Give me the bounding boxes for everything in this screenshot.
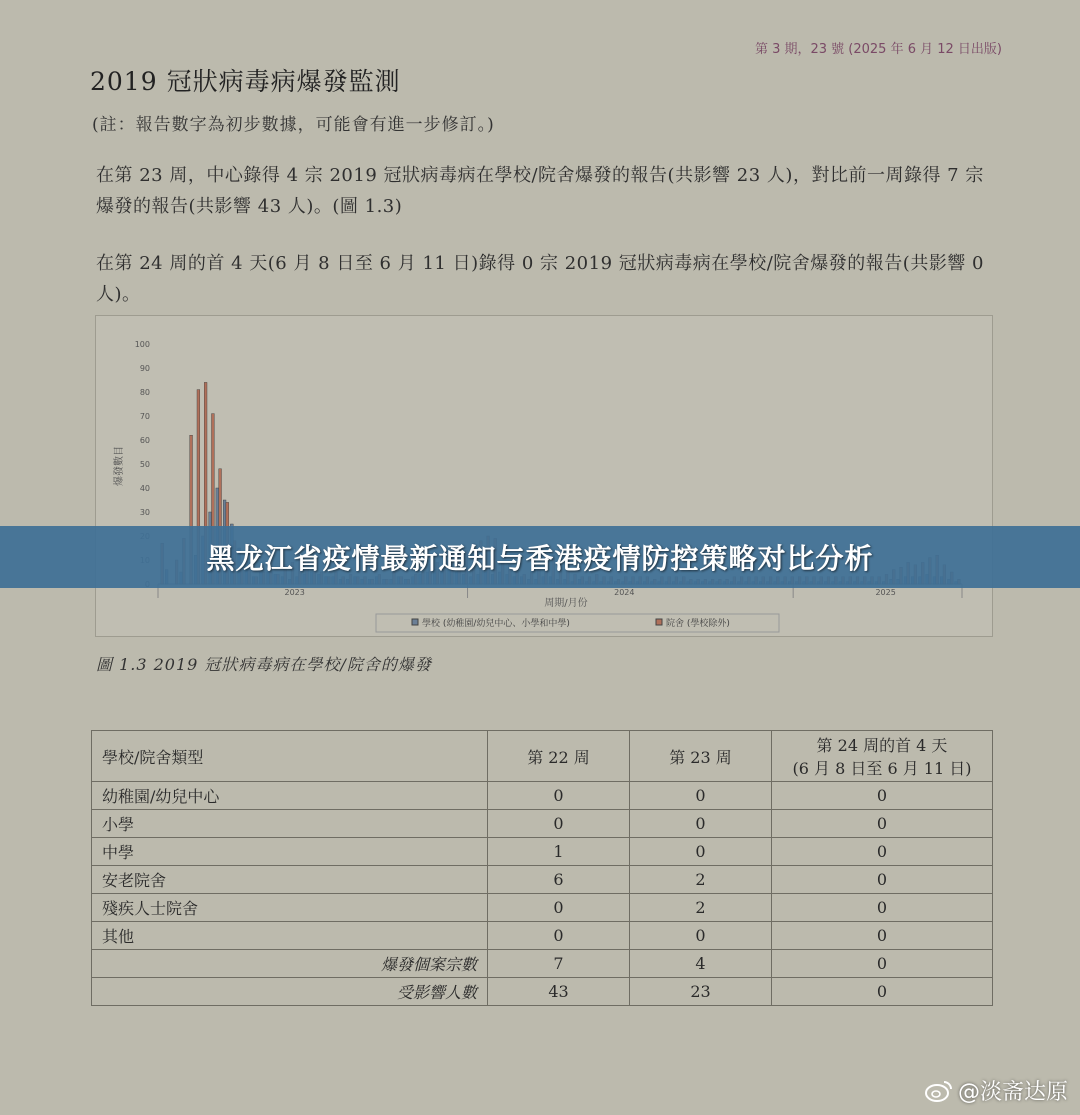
x-axis-label: 周期/月份 xyxy=(544,598,588,609)
cell-w22: 43 xyxy=(488,978,630,1006)
y-tick-label: 50 xyxy=(139,460,150,469)
y-tick-label: 70 xyxy=(139,412,150,421)
cell-w22: 6 xyxy=(488,866,630,894)
cell-w24: 0 xyxy=(772,782,993,810)
table-total-row xyxy=(92,950,993,978)
cell-w23: 2 xyxy=(630,866,772,894)
banner-text: 黑龙江省疫情最新通知与香港疫情防控策略对比分析 xyxy=(206,542,874,575)
y-tick-label: 40 xyxy=(139,484,150,493)
figure-caption: 圖 1.3 2019 冠狀病毒病在學校/院舍的爆發 xyxy=(96,655,432,674)
year-label: 2024 xyxy=(614,588,635,597)
legend-swatch-school xyxy=(412,619,418,625)
chart-legend xyxy=(376,614,779,632)
header-week24: 第 24 周的首 4 天 (6 月 8 日至 6 月 11 日) xyxy=(772,731,993,782)
cell-w24: 0 xyxy=(772,866,993,894)
cell-w24: 0 xyxy=(772,978,993,1006)
issue-info: 第 3 期，23 號 (2025 年 6 月 12 日出版) xyxy=(754,42,1002,57)
cell-w24: 0 xyxy=(772,950,993,978)
cell-label: 其他 xyxy=(92,922,488,950)
header-week22: 第 22 周 xyxy=(488,731,630,782)
year-label: 2023 xyxy=(284,588,305,597)
table-row xyxy=(92,894,993,922)
cell-w24: 0 xyxy=(772,894,993,922)
cell-label: 安老院舍 xyxy=(92,866,488,894)
watermark-text: @淡斋达原 xyxy=(957,1080,1068,1105)
y-tick-label: 60 xyxy=(139,436,150,445)
y-tick-label: 80 xyxy=(139,388,150,397)
weibo-icon xyxy=(924,1079,954,1103)
cell-label: 受影響人數 xyxy=(92,978,488,1006)
table-total-row xyxy=(92,978,993,1006)
cell-label: 幼稚園/幼兒中心 xyxy=(92,782,488,810)
title-banner xyxy=(0,526,1080,588)
cell-w23: 2 xyxy=(630,894,772,922)
watermark xyxy=(924,1075,1068,1106)
outbreak-table xyxy=(91,730,993,1006)
table-row xyxy=(92,866,993,894)
cell-w24: 0 xyxy=(772,810,993,838)
legend-label-school: 學校 (幼稚園/幼兒中心、小學和中學) xyxy=(422,619,570,629)
year-label: 2025 xyxy=(875,588,896,597)
cell-w23: 0 xyxy=(630,782,772,810)
table-row xyxy=(92,810,993,838)
cell-w22: 0 xyxy=(488,782,630,810)
y-tick-label: 100 xyxy=(134,340,150,349)
cell-w22: 0 xyxy=(488,810,630,838)
legend-label-home: 院舍 (學校除外) xyxy=(666,619,730,629)
table-row xyxy=(92,782,993,810)
y-tick-label: 30 xyxy=(139,508,150,517)
cell-w23: 4 xyxy=(630,950,772,978)
chart-container xyxy=(95,315,993,637)
cell-w23: 0 xyxy=(630,922,772,950)
cell-w22: 0 xyxy=(488,922,630,950)
cell-w22: 1 xyxy=(488,838,630,866)
cell-label: 殘疾人士院舍 xyxy=(92,894,488,922)
page-title: 2019 冠狀病毒病爆發監測 xyxy=(90,67,401,96)
table-header-row xyxy=(92,731,993,782)
cell-w23: 23 xyxy=(630,978,772,1006)
table-row xyxy=(92,922,993,950)
y-axis-label: 爆發數目 xyxy=(114,446,125,486)
cell-w23: 0 xyxy=(630,810,772,838)
note-text: (註：報告數字為初步數據，可能會有進一步修訂。) xyxy=(92,115,495,135)
paragraph-week24: 在第 24 周的首 4 天(6 月 8 日至 6 月 11 日)錄得 0 宗 2019 冠狀病毒病在學校/院舍爆發的報告(共影響 0 人)。 xyxy=(96,253,985,305)
y-tick-label: 90 xyxy=(139,364,150,373)
table-row xyxy=(92,838,993,866)
header-week23: 第 23 周 xyxy=(630,731,772,782)
cell-label: 爆發個案宗數 xyxy=(92,950,488,978)
cell-w24: 0 xyxy=(772,922,993,950)
cell-w23: 0 xyxy=(630,838,772,866)
cell-w22: 7 xyxy=(488,950,630,978)
cell-w22: 0 xyxy=(488,894,630,922)
cell-label: 中學 xyxy=(92,838,488,866)
paragraph-week23: 在第 23 周，中心錄得 4 宗 2019 冠狀病毒病在學校/院舍爆發的報告(共影響 23 人)，對比前一周錄得 7 宗爆發的報告(共影響 43 人)。(圖 1.3) xyxy=(96,165,984,217)
legend-swatch-home xyxy=(656,619,662,625)
cell-label: 小學 xyxy=(92,810,488,838)
outbreak-bar-chart xyxy=(96,316,992,636)
cell-w24: 0 xyxy=(772,838,993,866)
header-type: 學校/院舍類型 xyxy=(92,731,488,782)
